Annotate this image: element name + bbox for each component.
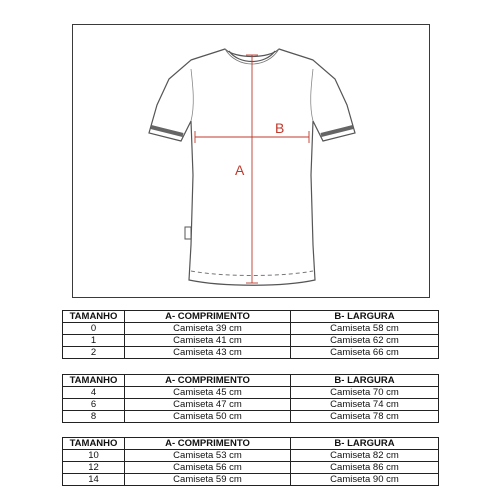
cell-size: 14 — [63, 474, 125, 486]
table-header-row — [63, 311, 439, 323]
table-row — [63, 335, 439, 347]
table-row — [63, 347, 439, 359]
cell-size: 2 — [63, 347, 125, 359]
cell-width: Camiseta 82 cm — [291, 450, 439, 462]
left-sleeve-cuff — [151, 127, 183, 135]
table-row — [63, 450, 439, 462]
header-width: B- LARGURA — [291, 438, 439, 450]
cell-length: Camiseta 59 cm — [125, 474, 291, 486]
cell-width: Camiseta 74 cm — [291, 399, 439, 411]
size-table-small — [62, 310, 439, 359]
cell-length: Camiseta 53 cm — [125, 450, 291, 462]
label-b: B — [275, 120, 285, 136]
table-row — [63, 323, 439, 335]
table-row — [63, 387, 439, 399]
cell-width: Camiseta 58 cm — [291, 323, 439, 335]
cell-width: Camiseta 70 cm — [291, 387, 439, 399]
header-length: A- COMPRIMENTO — [125, 311, 291, 323]
cell-length: Camiseta 45 cm — [125, 387, 291, 399]
label-a: A — [235, 162, 245, 178]
header-width: B- LARGURA — [291, 311, 439, 323]
cell-length: Camiseta 47 cm — [125, 399, 291, 411]
cell-length: Camiseta 56 cm — [125, 462, 291, 474]
table-row — [63, 474, 439, 486]
tshirt-illustration — [73, 25, 431, 299]
cell-length: Camiseta 43 cm — [125, 347, 291, 359]
header-width: B- LARGURA — [291, 375, 439, 387]
cell-size: 6 — [63, 399, 125, 411]
table-row — [63, 411, 439, 423]
cell-size: 4 — [63, 387, 125, 399]
cell-width: Camiseta 62 cm — [291, 335, 439, 347]
header-size: TAMANHO — [63, 438, 125, 450]
cell-length: Camiseta 39 cm — [125, 323, 291, 335]
table-header-row — [63, 438, 439, 450]
table-row — [63, 462, 439, 474]
cell-width: Camiseta 86 cm — [291, 462, 439, 474]
label-tag — [185, 227, 191, 239]
tshirt-diagram — [72, 24, 430, 298]
cell-length: Camiseta 41 cm — [125, 335, 291, 347]
header-size: TAMANHO — [63, 375, 125, 387]
size-table-large — [62, 437, 439, 486]
cell-size: 12 — [63, 462, 125, 474]
cell-size: 1 — [63, 335, 125, 347]
cell-length: Camiseta 50 cm — [125, 411, 291, 423]
right-sleeve-cuff — [321, 127, 353, 135]
cell-width: Camiseta 90 cm — [291, 474, 439, 486]
table-header-row — [63, 375, 439, 387]
size-table-medium — [62, 374, 439, 423]
cell-size: 0 — [63, 323, 125, 335]
table-row — [63, 399, 439, 411]
header-length: A- COMPRIMENTO — [125, 375, 291, 387]
cell-size: 8 — [63, 411, 125, 423]
cell-width: Camiseta 78 cm — [291, 411, 439, 423]
header-size: TAMANHO — [63, 311, 125, 323]
cell-size: 10 — [63, 450, 125, 462]
header-length: A- COMPRIMENTO — [125, 438, 291, 450]
cell-width: Camiseta 66 cm — [291, 347, 439, 359]
